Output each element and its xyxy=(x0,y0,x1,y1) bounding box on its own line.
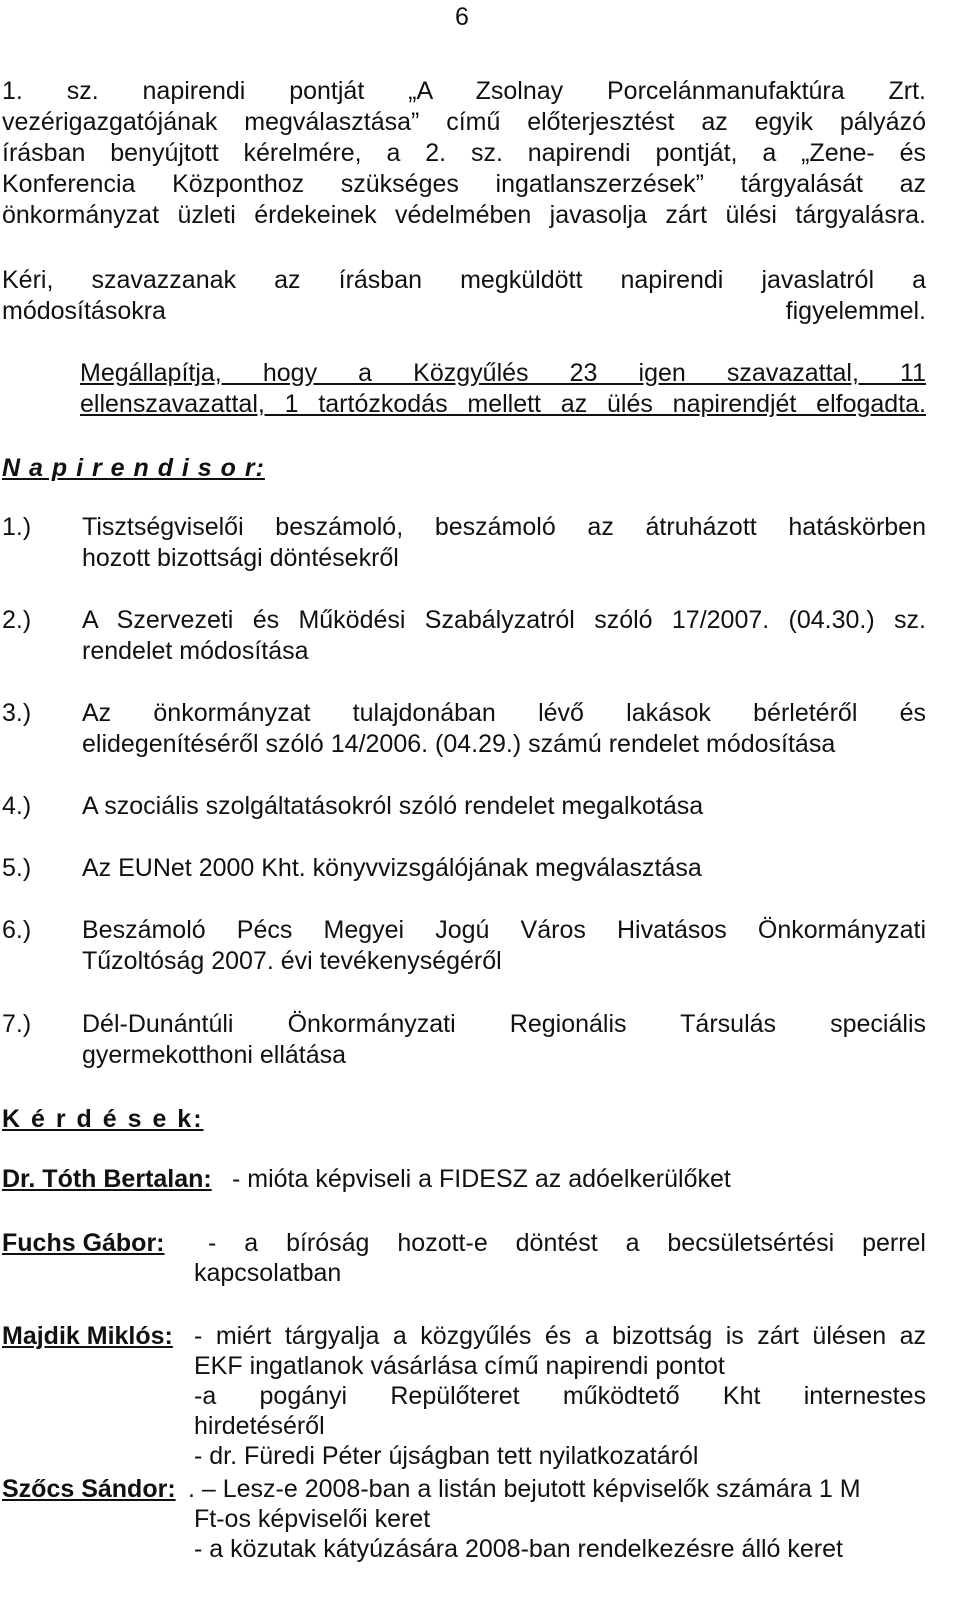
questions-heading: K é r d é s e k: xyxy=(2,1105,204,1133)
agenda-item-number: 6.) xyxy=(2,916,32,944)
question-text: EKF ingatlanok vásárlása című napirendi pontot xyxy=(194,1352,725,1380)
agenda-heading: N a p i r e n d i s o r: xyxy=(2,454,265,482)
agenda-item-text: A szociális szolgáltatásokról szóló rendelet megalkotása xyxy=(82,792,704,820)
agenda-item-text: Tűzoltóság 2007. évi tevékenységéről xyxy=(82,947,502,975)
speaker-name: Dr. Tóth Bertalan: xyxy=(2,1165,212,1193)
question-text: -a pogányi Repülőteret működtető Kht internestes xyxy=(194,1382,926,1410)
agenda-item-text: Az önkormányzat tulajdonában lévő lakások bérletéről és xyxy=(82,699,926,727)
page-number: 6 xyxy=(455,3,469,31)
question-text: - mióta képviseli a FIDESZ az adóelkerülőket xyxy=(232,1165,731,1193)
agenda-item-number: 1.) xyxy=(2,513,32,541)
question-text: - dr. Füredi Péter újságban tett nyilatkozatáról xyxy=(194,1442,699,1470)
agenda-item-text: Dél-Dunántúli Önkormányzati Regionális Társulás speciális xyxy=(82,1010,926,1038)
question-text: . – Lesz-e 2008-ban a listán bejutott képviselők számára 1 M xyxy=(188,1475,861,1503)
question-text: - miért tárgyalja a közgyűlés és a bizottság is zárt ülésen az xyxy=(194,1322,926,1350)
decision-line: Megállapítja, hogy a Közgyűlés 23 igen szavazattal, 11 xyxy=(80,359,926,387)
agenda-item-text: hozott bizottsági döntésekről xyxy=(82,544,399,572)
decision-paragraph xyxy=(80,358,926,420)
agenda-item-text: gyermekotthoni ellátása xyxy=(82,1041,347,1069)
question-text: hirdetéséről xyxy=(194,1412,325,1440)
agenda-item-text: Beszámoló Pécs Megyei Jogú Város Hivatásos Önkormányzati xyxy=(82,916,926,944)
intro-paragraph xyxy=(2,76,926,231)
agenda-item-number: 7.) xyxy=(2,1010,32,1038)
vote-request-paragraph xyxy=(2,265,926,327)
intro-line: önkormányzat üzleti érdekeinek védelmében javasolja zárt ülési tárgyalásra. xyxy=(2,201,926,229)
speaker-name: Szőcs Sándor: xyxy=(2,1475,176,1503)
decision-line: ellenszavazattal, 1 tartózkodás mellett az ülés napirendjét elfogadta. xyxy=(80,390,926,418)
vote-request-line: Kéri, szavazzanak az írásban megküldött napirendi javaslatról a xyxy=(2,266,926,294)
agenda-item-number: 4.) xyxy=(2,792,32,820)
intro-line: írásban benyújtott kérelmére, a 2. sz. napirendi pontját, a „Zene- és xyxy=(2,139,926,167)
speaker-name: Majdik Miklós: xyxy=(2,1322,173,1350)
question-text: Ft-os képviselői keret xyxy=(194,1505,431,1533)
agenda-item-text: A Szervezeti és Működési Szabályzatról szóló 17/2007. (04.30.) sz. xyxy=(82,606,926,634)
intro-line: vezérigazgatójának megválasztása” című előterjesztést az egyik pályázó xyxy=(2,108,926,136)
question-text: - a közutak kátyúzására 2008-ban rendelkezésre álló keret xyxy=(194,1535,843,1563)
agenda-item-text: elidegenítéséről szóló 14/2006. (04.29.) számú rendelet módosítása xyxy=(82,730,836,758)
agenda-item-number: 5.) xyxy=(2,854,32,882)
agenda-item-number: 2.) xyxy=(2,606,32,634)
agenda-item-text: Az EUNet 2000 Kht. könyvvizsgálójának megválasztása xyxy=(82,854,702,882)
question-text: kapcsolatban xyxy=(194,1259,342,1287)
vote-request-line: módosításokra figyelemmel. xyxy=(2,297,926,325)
intro-line: 1. sz. napirendi pontját „A Zsolnay Porcelánmanufaktúra Zrt. xyxy=(2,77,926,105)
agenda-item-number: 3.) xyxy=(2,699,32,727)
agenda-item-text: rendelet módosítása xyxy=(82,637,309,665)
speaker-name: Fuchs Gábor: xyxy=(2,1229,165,1257)
intro-line: Konferencia Központhoz szükséges ingatlanszerzések” tárgyalását az xyxy=(2,170,926,198)
question-text: - a bíróság hozott-e döntést a becsületsértési perrel xyxy=(208,1229,926,1257)
agenda-item-text: Tisztségviselői beszámoló, beszámoló az átruházott hatáskörben xyxy=(82,513,926,541)
